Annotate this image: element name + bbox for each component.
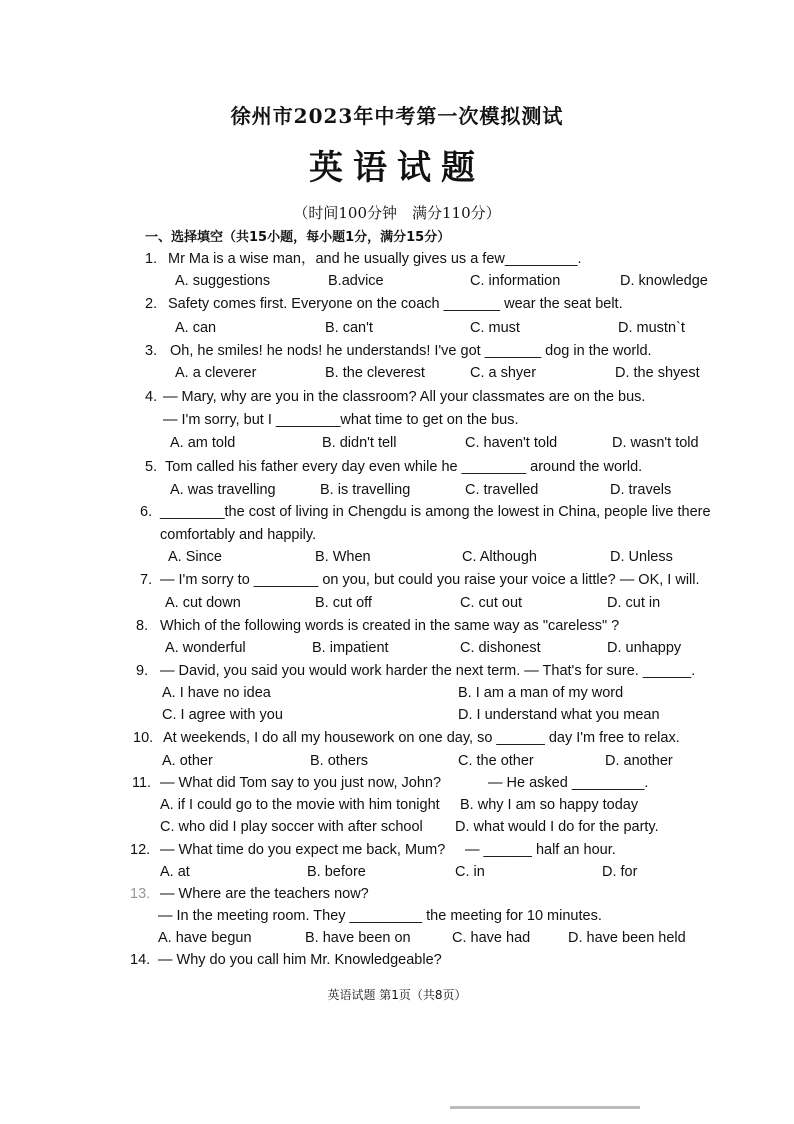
option-d: D. knowledge bbox=[620, 273, 708, 289]
question-text: — David, you said you would work harder the next term. — That's for sure. ______. bbox=[160, 663, 696, 679]
option-a: A. wonderful bbox=[165, 640, 246, 656]
question-text: — In the meeting room. They _________ the meeting for 10 minutes. bbox=[158, 908, 602, 924]
option-d: D. Unless bbox=[610, 549, 673, 565]
question-number: 10. bbox=[133, 730, 154, 746]
option-d: D. travels bbox=[610, 482, 672, 498]
option-b: B. can't bbox=[325, 320, 373, 336]
option-b: B. the cleverest bbox=[325, 365, 425, 381]
option-d: D. mustn`t bbox=[618, 320, 685, 336]
option-d: D. have been held bbox=[568, 930, 686, 946]
option-a: A. I have no idea bbox=[162, 685, 271, 701]
question-text: — ______ half an hour. bbox=[465, 842, 616, 858]
option-a: A. have begun bbox=[158, 930, 252, 946]
option-c: C. in bbox=[455, 864, 485, 880]
option-c: C. travelled bbox=[465, 482, 539, 498]
scan-artifact bbox=[450, 1106, 640, 1109]
option-c: C. information bbox=[470, 273, 561, 289]
question-number: 12. bbox=[130, 842, 151, 858]
option-c: C. dishonest bbox=[460, 640, 541, 656]
option-c: C. must bbox=[470, 320, 520, 336]
option-b: B. others bbox=[310, 753, 369, 769]
option-a: A. if I could go to the movie with him tonight bbox=[160, 797, 440, 813]
question-text: — He asked _________. bbox=[488, 775, 649, 791]
option-c: C. cut out bbox=[460, 595, 523, 611]
section-heading: 一、选择填空（共15小题，每小题1分，满分15分） bbox=[145, 230, 451, 245]
option-a: A. at bbox=[160, 864, 190, 880]
option-a: A. suggestions bbox=[175, 273, 271, 289]
option-a: A. a cleverer bbox=[175, 365, 257, 381]
option-b: B. before bbox=[307, 864, 366, 880]
question-number: 6. bbox=[140, 504, 153, 520]
option-b: B. didn't tell bbox=[322, 435, 397, 451]
question-text: — I'm sorry to ________ on you, but could you raise your voice a little? — OK, I will. bbox=[160, 572, 700, 588]
exam-header-title: 徐州市2023年中考第一次模拟测试 bbox=[230, 104, 564, 128]
question-text: — I'm sorry, but I ________what time to get on the bus. bbox=[163, 412, 519, 428]
option-d: D. I understand what you mean bbox=[458, 707, 660, 723]
option-d: D. the shyest bbox=[615, 365, 700, 381]
option-b: B.advice bbox=[328, 273, 384, 289]
question-text: Which of the following words is created in the same way as "careless" ? bbox=[160, 618, 620, 634]
option-b: B. is travelling bbox=[320, 482, 411, 498]
option-b: B. impatient bbox=[312, 640, 389, 656]
option-b: B. When bbox=[315, 549, 371, 565]
option-d: D. another bbox=[605, 753, 673, 769]
question-number: 1. bbox=[145, 251, 158, 267]
page-footer: 英语试题 第1页（共8页） bbox=[327, 988, 467, 1002]
option-b: B. have been on bbox=[305, 930, 411, 946]
question-number: 14. bbox=[130, 952, 151, 968]
option-c: C. the other bbox=[458, 753, 534, 769]
option-c: C. haven't told bbox=[465, 435, 558, 451]
question-number: 13. bbox=[130, 886, 151, 902]
question-text: At weekends, I do all my housework on one day, so ______ day I'm free to relax. bbox=[163, 730, 680, 746]
question-number: 7. bbox=[140, 572, 153, 588]
question-number: 4. bbox=[145, 389, 158, 405]
option-d: D. for bbox=[602, 864, 638, 880]
question-text: Oh, he smiles! he nods! he understands! I've got _______ dog in the world. bbox=[170, 343, 652, 359]
option-a: A. other bbox=[162, 753, 213, 769]
option-d: D. wasn't told bbox=[612, 435, 699, 451]
question-text: Safety comes first. Everyone on the coach _______ wear the seat belt. bbox=[168, 296, 623, 312]
subject-title: 英语试题 bbox=[309, 148, 485, 188]
time-and-score: （时间100分钟 满分110分） bbox=[293, 204, 501, 222]
question-number: 5. bbox=[145, 459, 158, 475]
question-text: comfortably and happily. bbox=[160, 527, 317, 543]
option-a: A. am told bbox=[170, 435, 236, 451]
option-b: B. cut off bbox=[315, 595, 372, 611]
option-a: A. cut down bbox=[165, 595, 241, 611]
question-text: Mr Ma is a wise man，and he usually gives us a few_________. bbox=[168, 251, 582, 267]
question-number: 9. bbox=[136, 663, 149, 679]
question-number: 8. bbox=[136, 618, 149, 634]
option-d: D. what would I do for the party. bbox=[455, 819, 659, 835]
option-d: D. unhappy bbox=[607, 640, 682, 656]
question-text: — What time do you expect me back, Mum? bbox=[160, 842, 446, 858]
option-b: B. I am a man of my word bbox=[458, 685, 624, 701]
question-text: — Why do you call him Mr. Knowledgeable? bbox=[158, 952, 442, 968]
option-b: B. why I am so happy today bbox=[460, 797, 639, 813]
option-c: C. a shyer bbox=[470, 365, 537, 381]
option-c: C. Although bbox=[462, 549, 537, 565]
question-text: — What did Tom say to you just now, John? bbox=[160, 775, 442, 791]
option-c: C. I agree with you bbox=[162, 707, 283, 723]
option-c: C. who did I play soccer with after school bbox=[160, 819, 423, 835]
question-text: — Where are the teachers now? bbox=[160, 886, 369, 902]
option-a: A. Since bbox=[168, 549, 222, 565]
option-d: D. cut in bbox=[607, 595, 661, 611]
question-text: Tom called his father every day even while he ________ around the world. bbox=[165, 459, 643, 475]
question-text: — Mary, why are you in the classroom? All your classmates are on the bus. bbox=[163, 389, 646, 405]
question-number: 11. bbox=[132, 775, 152, 791]
option-a: A. was travelling bbox=[170, 482, 276, 498]
question-number: 2. bbox=[145, 296, 158, 312]
option-a: A. can bbox=[175, 320, 217, 336]
option-c: C. have had bbox=[452, 930, 531, 946]
question-text: ________the cost of living in Chengdu is among the lowest in China, people live there bbox=[160, 504, 711, 520]
question-number: 3. bbox=[145, 343, 158, 359]
